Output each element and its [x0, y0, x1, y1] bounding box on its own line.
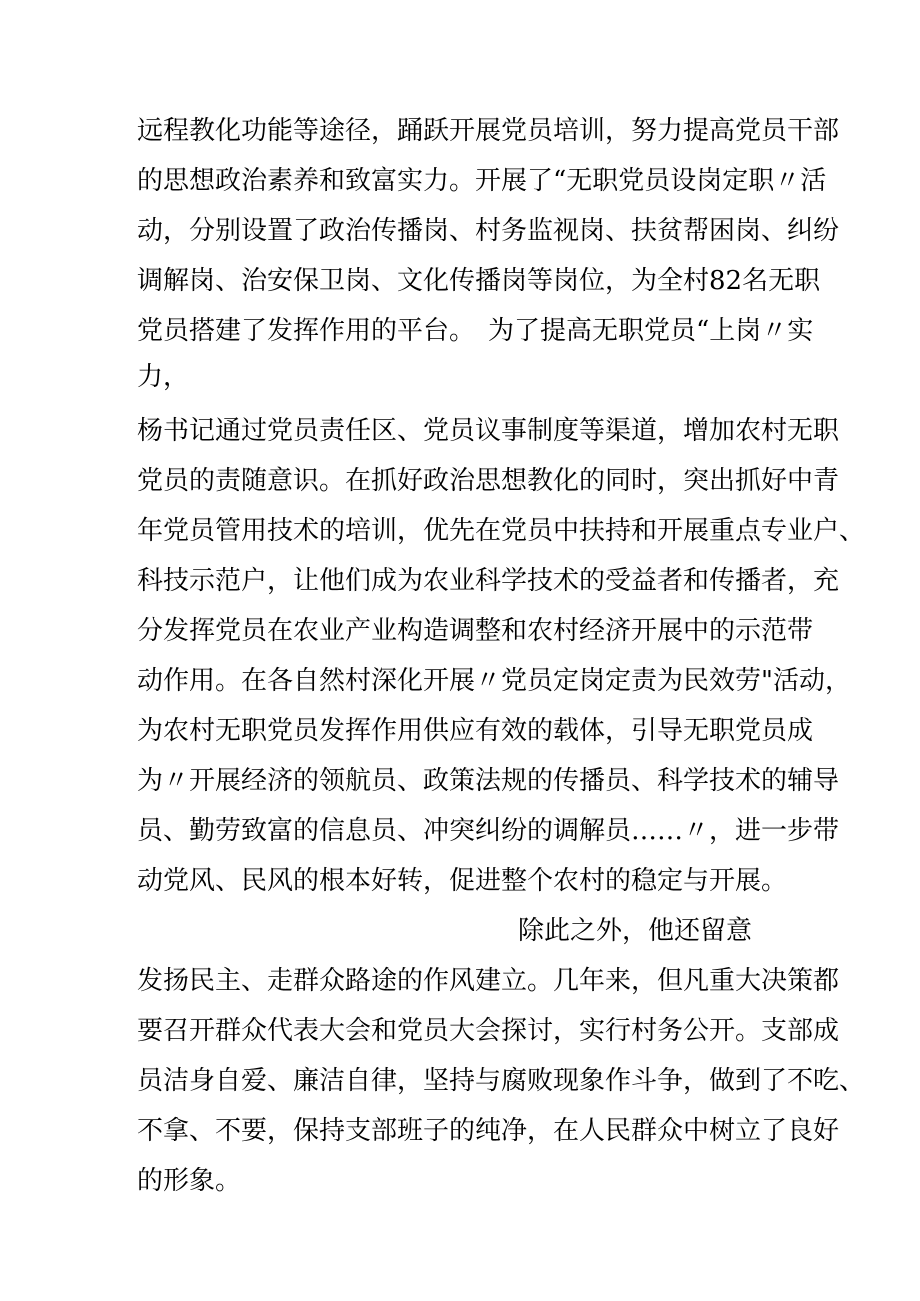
paragraph-line: 的思想政治素养和致富实力。开展了“无职党员设岗定职〃活 [137, 166, 827, 196]
paragraph-line: 动作用。在各自然村深化开展〃党员定岗定责为民效劳"活动， [137, 666, 851, 696]
paragraph-line: 分发挥党员在农业产业构造调整和农村经济开展中的示范带 [137, 616, 814, 646]
paragraph-line: 动党风、民风的根本好转，促进整个农村的稳定与开展。 [137, 866, 788, 896]
paragraph-line: 动，分别设置了政治传播岗、村务监视岗、扶贫帮困岗、纠纷 [137, 216, 840, 246]
paragraph-line: 科技示范户，让他们成为农业科学技术的受益者和传播者，充 [137, 566, 840, 596]
paragraph-line: 党员搭建了发挥作用的平台。 为了提高无职党员“上岗〃实 [137, 316, 814, 346]
paragraph-line: 除此之外，他还留意 [518, 916, 753, 946]
paragraph-line: 为农村无职党员发挥作用供应有效的载体，引导无职党员成 [137, 716, 814, 746]
paragraph-line: 调解岗、治安保卫岗、文化传播岗等岗位，为全村82名无职 [137, 266, 821, 296]
paragraph-line: 员洁身自爱、廉洁自律，坚持与腐败现象作斗争，做到了不吃、 [137, 1066, 866, 1096]
paragraph-line: 杨书记通过党员责任区、党员议事制度等渠道，增加农村无职 [137, 416, 840, 446]
paragraph-line: 员、勤劳致富的信息员、冲突纠纷的调解员……〃，进一步带 [137, 816, 840, 846]
paragraph-line: 为〃开展经济的领航员、政策法规的传播员、科学技术的辅导 [137, 766, 840, 796]
paragraph-line: 发扬民主、走群众路途的作风建立。几年来，但凡重大决策都 [137, 966, 840, 996]
paragraph-line: 不拿、不要，保持支部班子的纯净，在人民群众中树立了良好 [137, 1116, 840, 1146]
paragraph-line: 的形象。 [137, 1166, 242, 1196]
paragraph-line: 力， [137, 362, 190, 392]
paragraph-line: 远程教化功能等途径，踊跃开展党员培训，努力提高党员干部 [137, 116, 840, 146]
paragraph-line: 要召开群众代表大会和党员大会探讨，实行村务公开。支部成 [137, 1016, 840, 1046]
paragraph-line: 党员的责随意识。在抓好政治思想教化的同时，突出抓好中青 [137, 466, 840, 496]
paragraph-line: 年党员管用技术的培训，优先在党员中扶持和开展重点专业户、 [137, 516, 866, 546]
